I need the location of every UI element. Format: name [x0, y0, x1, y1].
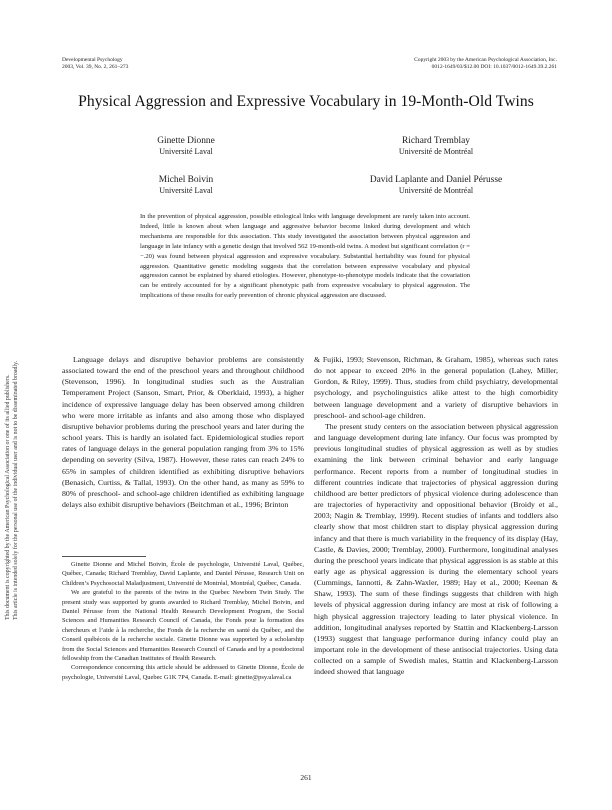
body-column-right — [314, 354, 558, 678]
author-affiliation: Université de Montréal — [398, 186, 474, 195]
footnote-acknowledgments: We are grateful to the parents of the twins in the Quebec Newborn Twin Study. The present study was supported by grants awarded to Richard Tremblay, Michel Boivin, and Daniel Pérusse from the National Health Research Development Program, the Social Sciences and Humanities Research Council of Canada, the Fonds pour la formation des chercheurs et l’aide à la recherche, the Fonds de la recherche en santé du Québec, and the Conseil québécois de la recherche sociale. Ginette Dionne was supported by a scholarship from the Social Sciences and Humanities Research Council of Canada and by a postdoctoral fellowship from the Canadian Institutes of Health Research. — [62, 589, 304, 663]
author-affiliation: Université de Montréal — [398, 147, 474, 156]
doi-line: 0012-1649/03/$12.00 DOI: 10.1037/0012-1649.39.2.261 — [431, 64, 557, 70]
author-block-1 — [126, 136, 246, 156]
author-note — [62, 560, 304, 682]
author-block-4 — [336, 175, 536, 195]
author-affiliation: Université Laval — [159, 147, 213, 156]
journal-volume: 2003, Vol. 39, No. 2, 261–273 — [62, 64, 129, 70]
page-number: 261 — [300, 773, 312, 782]
copyright-notice — [414, 57, 557, 71]
body-column-left — [62, 354, 304, 510]
author-name: Ginette Dionne — [157, 136, 215, 146]
author-name: Michel Boivin — [158, 175, 214, 185]
footnote-affiliations: Ginette Dionne and Michel Boivin, École de psychologie, Université Laval, Québec, Québec, Canada; Richard Tremblay, David Laplante, and Daniel Pérusse, Research Unit on Children’s Psychosocial Maladjustment, Université de Montréal, Montréal, Québec, Canada. — [62, 561, 304, 587]
author-block-3 — [126, 175, 246, 195]
footnote-correspondence: Correspondence concerning this article should be addressed to Ginette Dionne, École de psychologie, Université Laval, Quebec G1K 7P4, Canada. E-mail: ginette@psy.ulaval.ca — [62, 664, 304, 681]
author-block-2 — [356, 136, 516, 156]
abstract: In the prevention of physical aggression, possible etiological links with language development are rarely taken into account. Indeed, little is known about when language and aggressive behavior become linked during development and which mechanisms are responsible for this association. This study investigated the association between physical aggression and language in late infancy with a genetic design that involved 562 19-month-old twins. A modest but significant correlation (r = −.20) was found between physical aggression and expressive vocabulary. Substantial heritability was found for physical aggression. Quantitative genetic modeling suggests that the correlation between expressive vocabulary and physical aggression cannot be explained by shared etiologies. However, phenotype-to-phenotype models indicate that the covariation can be entirely accounted for by a significant phenotypic path from expressive vocabulary to physical aggression. The implications of these results for early prevention of chronic physical aggression are discussed. — [140, 213, 470, 300]
side-note-line: This article is intended solely for the personal use of the individual user and is not to be disseminated broadly. — [13, 360, 19, 620]
author-name: Richard Tremblay — [402, 136, 470, 146]
author-affiliation: Université Laval — [159, 186, 213, 195]
copyright-line: Copyright 2003 by the American Psychological Association, Inc. — [414, 57, 557, 63]
side-note-line: This document is copyrighted by the American Psychological Association or one of its allied publishers. — [5, 374, 11, 620]
footnote-divider — [62, 556, 146, 557]
copyright-side-note — [4, 200, 32, 620]
author-name: David Laplante and Daniel Pérusse — [369, 175, 503, 185]
body-paragraph: Language delays and disruptive behavior problems are consistently associated toward the end of the preschool years and throughout childhood (Stevenson, 1996). In longitudinal studies such as the Australian Temperament Project (Sanson, Smart, Prior, & Oberklaid, 1993), a higher incidence of expressive language delay has been observed among children who were more irritable as infants and also among those who displayed disruptive behavior problems during the preschool years and later during the school years. This is hardly an isolated fact. Epidemiological studies report rates of language delays in the general population ranging from 3% to 15% depending on severity (Silva, 1987). However, these rates can reach 24% to 65% in samples of children identified as exhibiting disruptive behaviors (Benasich, Curtiss, & Tallal, 1993). On the other hand, as many as 59% to 80% of preschool- and school-age children identified as exhibiting language delays also exhibit disruptive behaviors (Beitchman et al., 1996; Brinton — [62, 355, 304, 510]
body-paragraph: & Fujiki, 1993; Stevenson, Richman, & Graham, 1985), whereas such rates do not appear to exceed 20% in the general population (Lahey, Miller, Gordon, & Riley, 1999). Thus, studies from child psychiatry, developmental psychology, and psycholinguistics alike attest to the high comorbidity between language development and a variety of disruptive behaviors in preschool- and school-age children. — [314, 355, 558, 420]
journal-name: Developmental Psychology — [62, 57, 123, 63]
article-title: Physical Aggression and Expressive Vocabulary in 19-Month-Old Twins — [78, 93, 534, 110]
journal-citation — [62, 57, 128, 71]
body-paragraph: The present study centers on the association between physical aggression and language development during late infancy. Our focus was prompted by previous longitudinal studies of physical aggression as well as by studies examining the link between criminal behavior and early language performance. Recent reports from a number of longitudinal studies in different countries indicate that trajectories of physical aggression during childhood are better predictors of physical violence during adolescence than are trajectories of hyperactivity and oppositional behavior (Broidy et al., 2003; Nagin & Tremblay, 1999). Recent studies of infants and toddlers also clearly show that most children start to display physical aggression during infancy and that there is much variability in the frequency of its display (Hay, Castle, & Davies, 2000; Tremblay, 2000). Furthermore, longitudinal analyses during the preschool years indicate that physical aggression is as stable at this early age as physical aggression is during the elementary school years (Cummings, Iannotti, & Zahn-Waxler, 1989; Hay et al., 2000; Keenan & Shaw, 1993). The sum of these findings suggests that children with high levels of physical aggression during infancy are most at risk of following a high physical aggression trajectory leading to later physical violence. In addition, longitudinal analyses reported by Stattin and Klackenberg-Larsson (1993) suggest that language performance during infancy could play an important role in the development of these antisocial trajectories. Using data collected on a sample of Swedish males, Stattin and Klackenberg-Larsson indeed showed that language — [314, 421, 558, 677]
